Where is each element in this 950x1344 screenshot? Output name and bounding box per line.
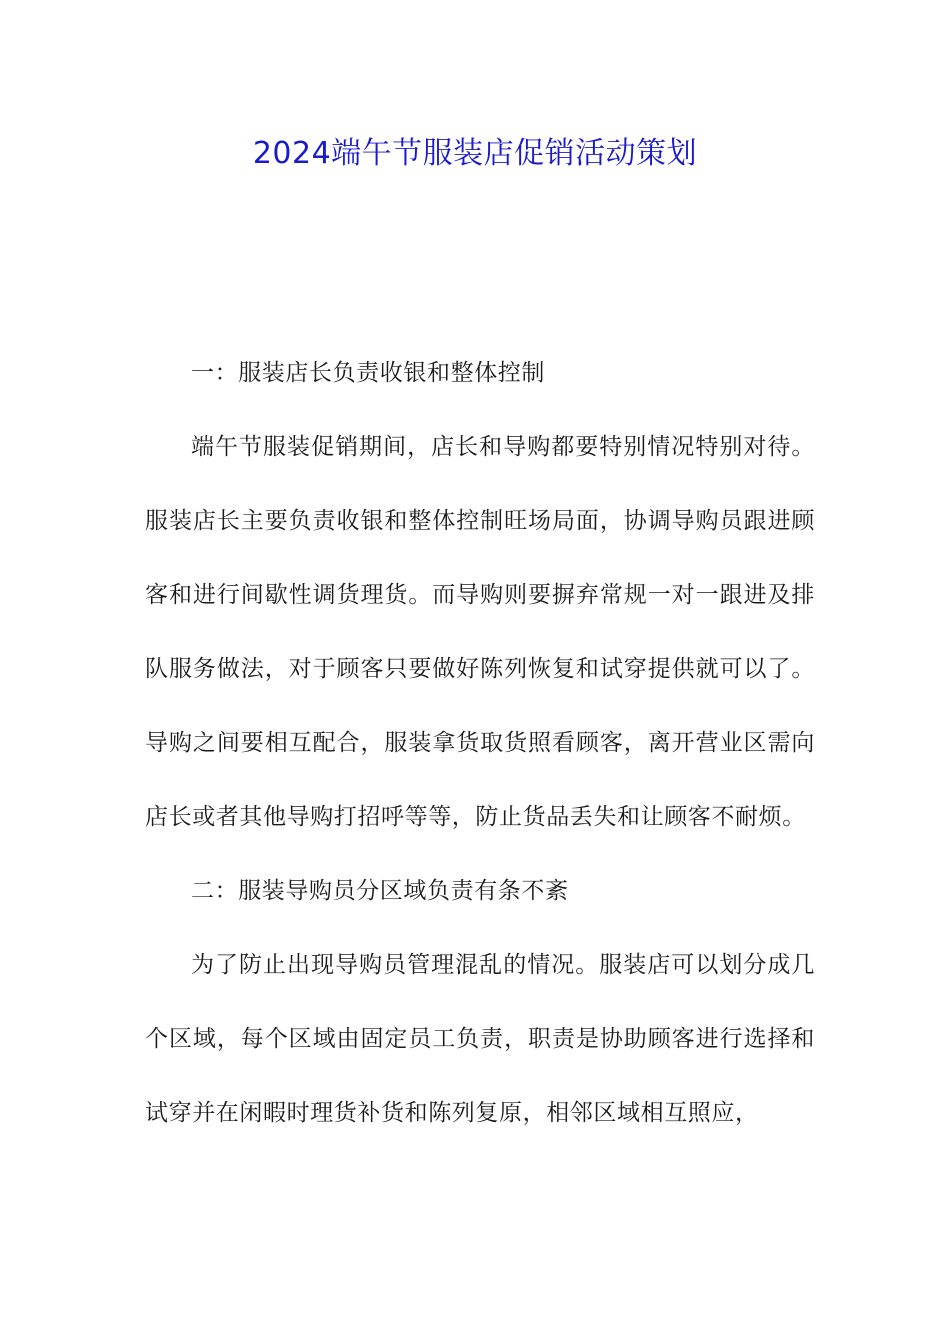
body-paragraph-1: 端午节服装促销期间，店长和导购都要特别情况特别对待。服装店长主要负责收银和整体控制旺场局面，协调导购员跟进顾客和进行间歇性调货理货。而导购则要摒弃常规一对一跟进及排队服务做法，对于顾客只要做好陈列恢复和试穿提供就可以了。导购之间要相互配合，服装拿货取货照看顾客，离开营业区需向店长或者其他导购打招呼等等，防止货品丢失和让顾客不耐烦。	[145, 434, 815, 830]
section-heading-2: 二：服装导购员分区域负责有条不紊	[191, 878, 569, 904]
body-paragraph-2: 为了防止出现导购员管理混乱的情况。服装店可以划分成几个区域，每个区域由固定员工负责，职责是协助顾客进行选择和试穿并在闲暇时理货补货和陈列复原，相邻区域相互照应，	[145, 952, 815, 1126]
document-body	[145, 336, 815, 1150]
document-title: 2024端午节服装店促销活动策划	[252, 136, 698, 171]
section-heading-1: 一：服装店长负责收银和整体控制	[191, 360, 545, 386]
